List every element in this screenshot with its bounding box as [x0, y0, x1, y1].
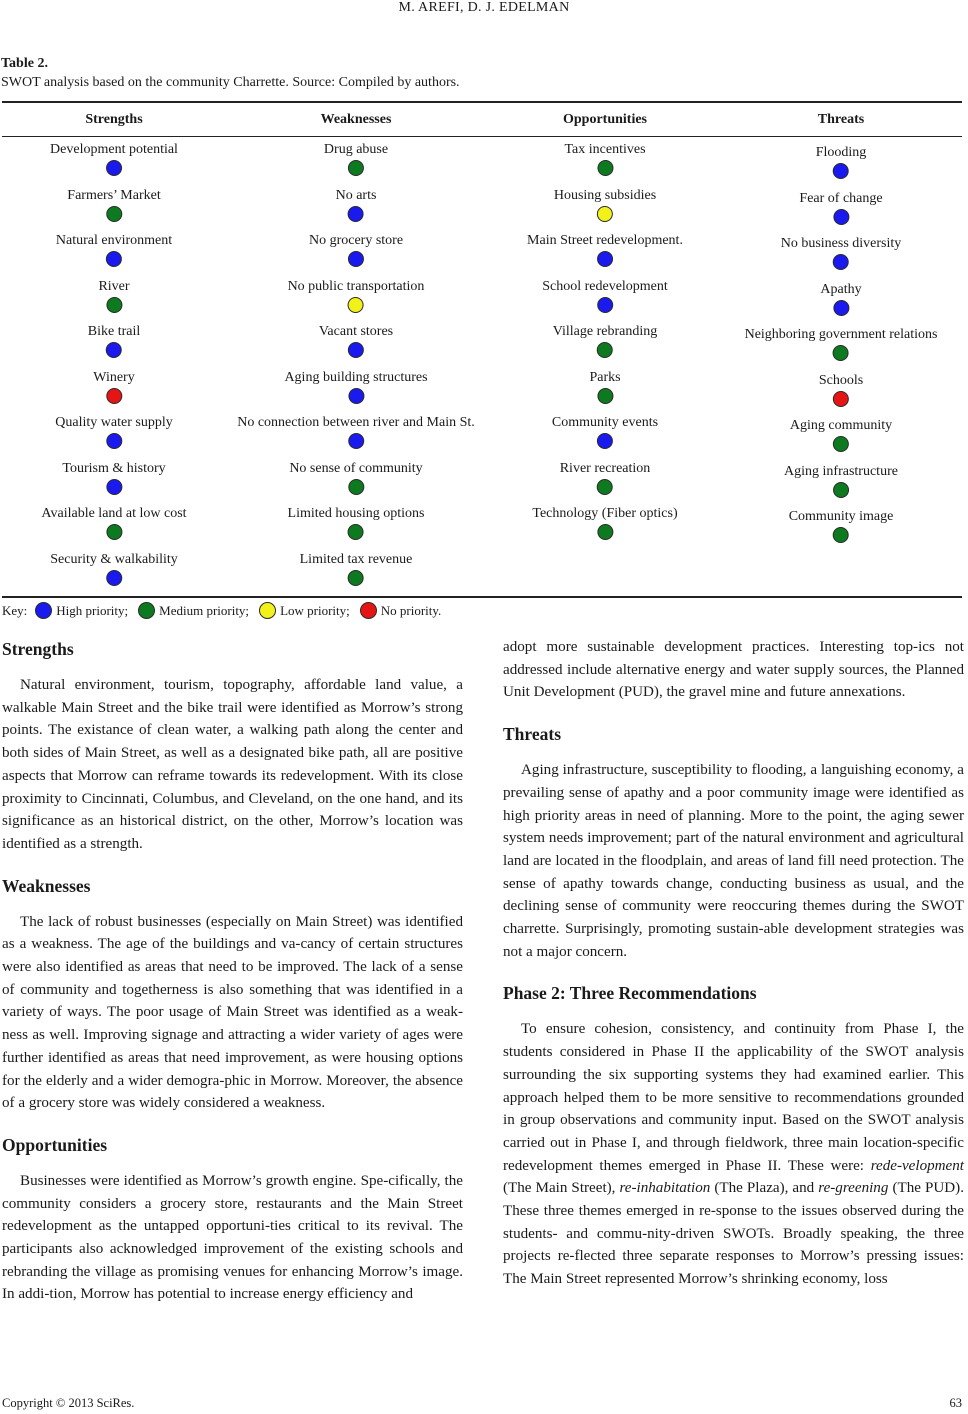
swot-item: [527, 232, 683, 267]
priority-medium-dot-icon: [833, 345, 849, 361]
priority-medium-dot-icon: [348, 479, 364, 495]
swot-item: [98, 278, 129, 313]
priority-medium-dot-icon: [597, 479, 613, 495]
priority-medium-dot-icon: [106, 524, 122, 540]
swot-item-label: Tourism & history: [62, 460, 166, 476]
swot-item: [289, 460, 422, 495]
column-header-0: Strengths: [85, 112, 143, 127]
priority-medium-dot-icon: [833, 436, 849, 452]
swot-item: [542, 278, 668, 313]
priority-high-dot-icon: [597, 297, 613, 313]
swot-item-label: No sense of community: [289, 460, 423, 476]
swot-item-label: Parks: [589, 369, 621, 385]
swot-item-label: Schools: [818, 372, 864, 388]
swot-item: [816, 144, 867, 179]
weaknesses-heading: Weaknesses: [2, 875, 91, 896]
phase2-text-1: To ensure cohesion, consistency, and continuity from Phase I, the students considered in Phase II the applicability of the SWOT analysis surrounding the six supporting systems they had examined earlier. This approach helped them to be more sensitive to recommendations grounded in group observations and community input. Based on the SWOT analysis carried out in Phase I, and through fieldwork, three main location-specific redevelopment themes emerged in Phase II. These were:: [503, 1021, 964, 1174]
priority-high-dot-icon: [597, 433, 613, 449]
priority-medium-dot-icon: [106, 206, 122, 222]
swot-item: [284, 369, 427, 404]
priority-medium-dot-icon: [106, 297, 122, 313]
swot-item-label: Neighboring government relations: [744, 327, 938, 342]
page-number: 63: [949, 1396, 962, 1410]
weaknesses-paragraph: The lack of robust businesses (especially on Main Street) was identified as a weakness. The age of the buildings and va-cancy of certain structures were also identified as areas that need to be improved. The lack of a sense of community and togetherness is also something that was identified in a variety of ways. The poor usage of Main Street was identified as a weak-ness as well. Improving signage and attracting a wider variety of ages were further identified as areas that need improvement, as were housing options for the elderly and a wider demogra-phic in Morrow. Moreover, the absence of a grocery store was widely considered a weakness.: [2, 913, 463, 1112]
swot-item-label: Technology (Fiber optics): [532, 506, 678, 521]
swot-item-label: No arts: [335, 187, 377, 203]
priority-high-dot-icon: [348, 206, 364, 222]
key-label: High priority;: [56, 602, 129, 618]
swot-item: [554, 187, 656, 222]
swot-item-label: Flooding: [815, 145, 867, 160]
priority-medium-dot-icon: [597, 388, 613, 404]
key-label: Medium priority;: [159, 602, 250, 618]
phase2-em-regreening: re-greening: [818, 1180, 889, 1197]
priority-low-dot-icon: [348, 297, 364, 313]
swot-item-label: Vacant stores: [318, 324, 394, 339]
priority-none-dot-icon: [833, 391, 849, 407]
swot-item: [784, 463, 898, 498]
swot-item: [55, 414, 172, 449]
swot-item: [820, 281, 861, 316]
swot-item-label: Natural environment: [55, 233, 173, 248]
priority-high-dot-icon: [348, 388, 364, 404]
priority-high-dot-icon: [348, 342, 364, 358]
swot-item-label: Bike trail: [87, 324, 141, 339]
key-low-dot-icon: [259, 602, 276, 619]
priority-high-dot-icon: [833, 254, 849, 270]
swot-item-label: No connection between river and Main St.: [237, 415, 475, 430]
priority-high-dot-icon: [348, 251, 364, 267]
swot-item-label: Aging infrastructure: [784, 463, 898, 479]
right-column: [503, 636, 964, 1291]
swot-item: [564, 141, 645, 176]
swot-item: [553, 323, 658, 358]
swot-item: [745, 326, 938, 361]
swot-item: [589, 369, 620, 404]
strengths-paragraph: Natural environment, tourism, topography, affordable land value, a walkable Main Street and the bike trail were identified as Morrow’s strong points. The existance of clean water, a walking path along the center and both sides of Main Street, as well as a designated bike path, all are positive aspects that Morrow can reframe towards its redevelopment. With its close proximity to Cincinnati, Columbus, and Cleveland, on the one hand, and its significance as an historical district, on the other, Morrow’s location was identified as a strength.: [2, 677, 463, 852]
swot-item-label: Apathy: [820, 281, 862, 297]
swot-item: [288, 278, 425, 313]
swot-item-label: No business diversity: [780, 236, 902, 251]
key-prefix: Key:: [2, 602, 28, 618]
priority-high-dot-icon: [106, 160, 122, 176]
swot-item: [50, 551, 178, 586]
swot-item-label: River: [98, 278, 130, 294]
swot-item: [781, 235, 902, 270]
swot-item-label: Farmers’ Market: [67, 187, 161, 203]
phase2-em-reinhabitation: re-inhabitation: [619, 1180, 711, 1197]
swot-item: [62, 460, 165, 495]
opportunities-paragraph: Businesses were identified as Morrow’s growth engine. Spe-cifically, the community considers a grocery store, restaurants and the Main Street redevelopment as the untapped opportuni-ties critical to its revival. The participants also acknowledged improvement of the existing schools and rebranding the village as promising venues for enhancing Morrow’s image. In addi-tion, Morrow has potential to increase energy efficiency and: [2, 1172, 463, 1303]
key-label: No priority.: [380, 602, 442, 618]
phase2-paragraph: [503, 1018, 964, 1290]
priority-high-dot-icon: [833, 163, 849, 179]
swot-item: [789, 508, 894, 543]
priority-medium-dot-icon: [597, 342, 613, 358]
table-header-rule: [2, 136, 962, 137]
key-label: Low priority;: [280, 602, 350, 618]
swot-item-label: Community events: [551, 415, 659, 430]
priority-high-dot-icon: [106, 342, 122, 358]
swot-item: [93, 369, 134, 404]
swot-item-label: Fear of change: [799, 190, 883, 206]
swot-item: [67, 187, 160, 222]
swot-item-label: Main Street redevelopment.: [527, 233, 683, 248]
column-header-3: Threats: [817, 112, 865, 127]
swot-item: [819, 372, 863, 407]
swot-item: [799, 190, 882, 225]
priority-low-dot-icon: [597, 206, 613, 222]
priority-high-dot-icon: [833, 300, 849, 316]
priority-high-dot-icon: [106, 433, 122, 449]
priority-medium-dot-icon: [348, 160, 364, 176]
table-bottom-rule: [2, 596, 962, 598]
left-column: [2, 636, 463, 1306]
column-header-1: Weaknesses: [320, 112, 392, 127]
swot-item-label: Drug abuse: [323, 142, 389, 157]
priority-medium-dot-icon: [348, 524, 364, 540]
swot-item-label: School redevelopment: [542, 278, 668, 294]
key-none-dot-icon: [360, 602, 377, 619]
key-medium-dot-icon: [138, 602, 155, 619]
swot-item: [88, 323, 141, 358]
priority-high-dot-icon: [106, 251, 122, 267]
threats-heading: Threats: [503, 724, 562, 745]
copyright: Copyright © 2013 SciRes.: [2, 1396, 135, 1410]
priority-high-dot-icon: [348, 433, 364, 449]
swot-item-label: Quality water supply: [55, 415, 173, 430]
continuation-paragraph: adopt more sustainable development practices. Interesting top-ics not addressed include alternative energy and water supply sources, the Planned Unit Development (PUD), the gravel mine and future annexations.: [503, 639, 964, 701]
swot-item-label: Development potential: [50, 142, 178, 157]
priority-high-dot-icon: [597, 251, 613, 267]
swot-item: [336, 187, 377, 222]
column-header-2: Opportunities: [562, 112, 648, 127]
phase2-text-4: (The PUD). These three themes emerged in re-sponse to the issues observed during the students- and commu-nity-driven SWOTs. Broadly speaking, the three projects re-flected three separate responses to Morrow’s pressing issues: The Main Street represented Morrow’s shrinking economy, loss: [503, 1180, 964, 1288]
phase2-heading: Phase 2: Three Recommendations: [503, 983, 757, 1004]
swot-item-label: Housing subsidies: [553, 187, 657, 203]
table-label: Table 2.: [1, 56, 48, 71]
swot-item-label: No grocery store: [308, 233, 404, 248]
priority-medium-dot-icon: [833, 482, 849, 498]
table-caption: [1, 54, 460, 92]
priority-none-dot-icon: [106, 388, 122, 404]
swot-item: [560, 460, 651, 495]
opportunities-heading: Opportunities: [2, 1134, 108, 1155]
threats-paragraph: Aging infrastructure, susceptibility to flooding, a languishing economy, a prevailing sense of apathy and a poor community image were identified as high priority areas in need of planning. More to the point, the aging sewer system needs improvement; part of the natural environment and agricultural land are located in the floodplain, and areas of land fill need protection. The sense of apathy towards change, conducting business as usual, and the declining sense of community were reoccuring themes during the SWOT charrette. Surprisingly, promoting sustain-able development strategies was not a major concern.: [503, 762, 964, 960]
table-caption-text: SWOT analysis based on the community Charrette. Source: Compiled by authors.: [1, 75, 460, 90]
swot-item: [300, 551, 413, 586]
priority-high-dot-icon: [833, 209, 849, 225]
swot-item-label: Aging community: [789, 418, 893, 433]
swot-item: [288, 505, 425, 540]
priority-medium-dot-icon: [348, 570, 364, 586]
priority-high-dot-icon: [106, 570, 122, 586]
swot-item-label: Available land at low cost: [41, 506, 187, 521]
swot-item: [56, 232, 172, 267]
swot-item-label: Village rebranding: [552, 324, 658, 339]
swot-item-label: Winery: [93, 369, 135, 385]
swot-item-label: Tax incentives: [564, 142, 646, 157]
swot-item-label: Security & walkability: [50, 551, 178, 567]
strengths-heading: Strengths: [2, 639, 74, 659]
phase2-text-3: (The Plaza), and: [710, 1180, 819, 1197]
swot-item: [319, 323, 393, 358]
key-high-dot-icon: [35, 602, 52, 619]
priority-medium-dot-icon: [597, 524, 613, 540]
swot-item-label: No public transportation: [287, 278, 425, 294]
swot-item: [532, 505, 677, 540]
priority-key: [2, 602, 443, 619]
swot-item: [309, 232, 403, 267]
swot-item: [41, 505, 186, 540]
priority-medium-dot-icon: [833, 527, 849, 543]
table-top-rule: [2, 101, 962, 103]
priority-medium-dot-icon: [597, 160, 613, 176]
running-head: M. AREFI, D. J. EDELMAN: [398, 0, 570, 15]
swot-item: [237, 414, 475, 449]
swot-item: [324, 141, 388, 176]
phase2-text-2: (The Main Street),: [503, 1180, 620, 1197]
swot-item: [552, 414, 658, 449]
phase2-em-redevelopment: rede-velopment: [870, 1157, 964, 1174]
swot-item-label: Limited housing options: [287, 506, 425, 521]
swot-item-label: Community image: [788, 509, 894, 524]
swot-item: [50, 141, 178, 176]
swot-item-label: Limited tax revenue: [299, 551, 413, 567]
priority-high-dot-icon: [106, 479, 122, 495]
swot-item-label: River recreation: [559, 460, 651, 476]
swot-item: [790, 417, 892, 452]
swot-item-label: Aging building structures: [284, 369, 428, 385]
